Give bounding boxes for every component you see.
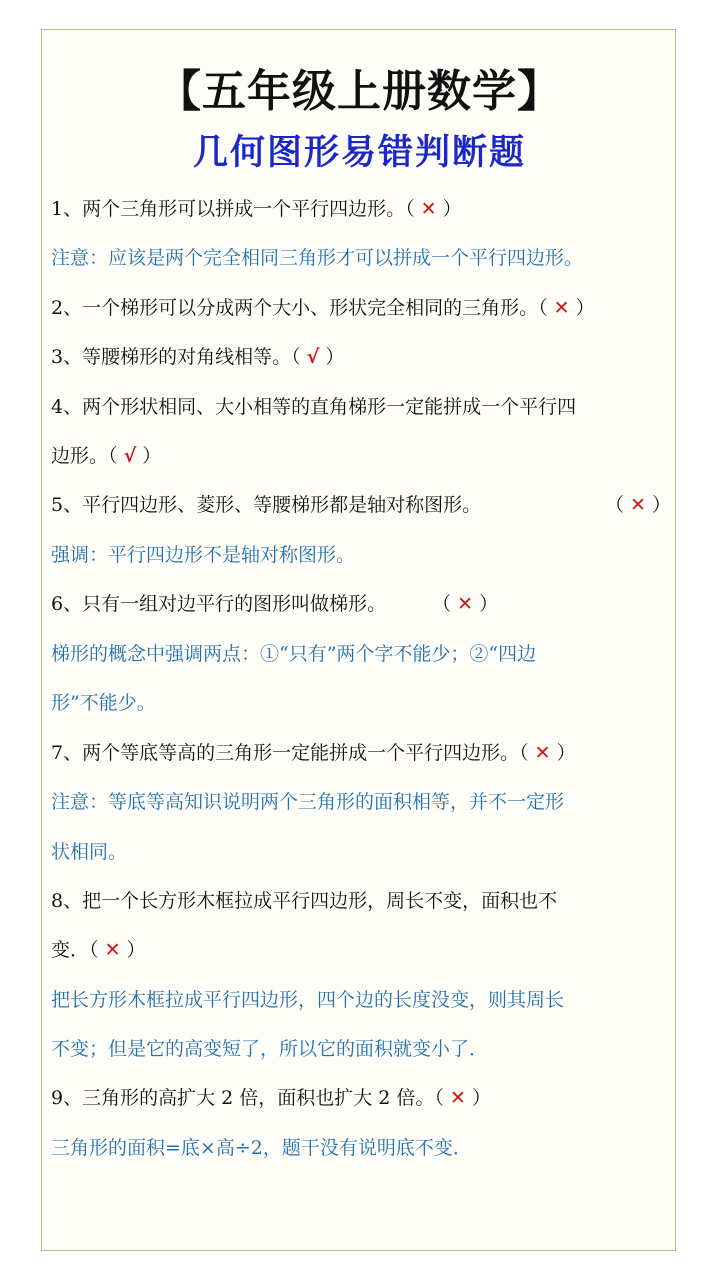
question-2-text: 2、一个梯形可以分成两个大小、形状完全相同的三角形。（ xyxy=(51,297,548,319)
paren-close: ） xyxy=(126,939,146,961)
wrong-mark-icon: ✕ xyxy=(630,494,646,516)
question-5 xyxy=(51,487,679,523)
page-subtitle: 几何图形易错判断题 xyxy=(192,133,526,173)
wrong-mark-icon: ✕ xyxy=(457,593,474,615)
question-9 xyxy=(51,1080,679,1116)
note-7-line-2: 状相同。 xyxy=(51,841,128,863)
note-1: 注意：应该是两个完全相同三角形才可以拼成一个平行四边形。 xyxy=(51,247,584,269)
question-7 xyxy=(51,735,679,771)
paren-open: （ xyxy=(604,494,624,516)
question-3 xyxy=(51,339,679,375)
paren-open: （ xyxy=(432,593,452,615)
note-9: 三角形的面积=底×高÷2，题干没有说明底不变． xyxy=(51,1137,472,1159)
wrong-mark-icon: ✕ xyxy=(449,1087,466,1109)
paren-close: ） xyxy=(479,593,499,615)
wrong-mark-icon: ✕ xyxy=(534,742,551,764)
question-6-text: 6、只有一组对边平行的图形叫做梯形。 xyxy=(51,593,387,615)
paren-close: ） xyxy=(442,198,462,220)
note-8-line-1: 把长方形木框拉成平行四边形，四个边的长度没变，则其周长 xyxy=(51,989,565,1011)
paren-close: ） xyxy=(556,742,576,764)
question-8-line-2 xyxy=(51,932,679,968)
question-8-line-1: 8、把一个长方形木框拉成平行四边形，周长不变，面积也不 xyxy=(51,890,558,912)
question-1 xyxy=(51,191,679,227)
question-6 xyxy=(51,586,679,622)
page-title: 【五年级上册数学】 xyxy=(157,66,562,117)
paren-close: ） xyxy=(142,445,162,467)
wrong-mark-icon: ✕ xyxy=(420,198,437,220)
question-3-text: 3、等腰梯形的对角线相等。（ xyxy=(51,346,301,368)
question-4-text: 边形。（ xyxy=(51,445,118,467)
note-6-line-1: 梯形的概念中强调两点：①“只有”两个字不能少；②“四边 xyxy=(51,643,537,665)
check-mark-icon: √ xyxy=(306,346,320,368)
note-7-line-1: 注意：等底等高知识说明两个三角形的面积相等，并不一定形 xyxy=(51,791,565,813)
paren-close: ） xyxy=(325,346,345,368)
question-4-line-2 xyxy=(51,438,679,474)
question-5-text: 5、平行四边形、菱形、等腰梯形都是轴对称图形。 xyxy=(51,494,482,516)
note-6-line-2: 形”不能少。 xyxy=(51,692,156,714)
question-7-text: 7、两个等底等高的三角形一定能拼成一个平行四边形。（ xyxy=(51,742,529,764)
wrong-mark-icon: ✕ xyxy=(104,939,121,961)
note-8-line-2: 不变；但是它的高变短了，所以它的面积就变小了． xyxy=(51,1038,489,1060)
paren-close: ） xyxy=(471,1087,491,1109)
paren-close: ） xyxy=(651,494,671,516)
question-4-line-1: 4、两个形状相同、大小相等的直角梯形一定能拼成一个平行四 xyxy=(51,396,577,418)
paren-close: ） xyxy=(575,297,595,319)
question-2 xyxy=(51,290,679,326)
wrong-mark-icon: ✕ xyxy=(553,297,570,319)
question-8-text: 变．（ xyxy=(51,939,99,961)
note-5: 强调：平行四边形不是轴对称图形。 xyxy=(51,544,356,566)
check-mark-icon: √ xyxy=(123,445,137,467)
question-9-text: 9、三角形的高扩大 2 倍，面积也扩大 2 倍。（ xyxy=(51,1087,444,1109)
question-1-text: 1、两个三角形可以拼成一个平行四边形。（ xyxy=(51,198,415,220)
